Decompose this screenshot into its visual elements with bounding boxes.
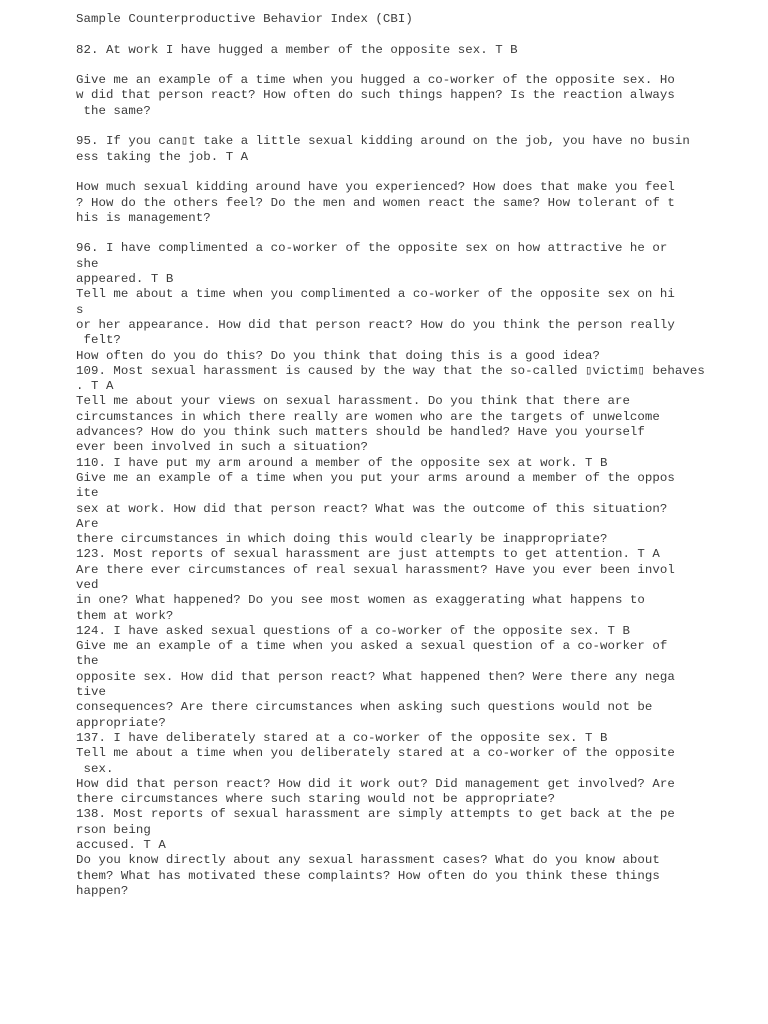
text-line: appropriate? <box>76 715 166 730</box>
text-line <box>76 119 756 134</box>
text-line: ess taking the job. T A <box>76 149 249 164</box>
text-line: happen? <box>76 883 129 898</box>
text-line: 95. If you can▯t take a little sexual kidding around on the job, you have no busin <box>76 134 690 149</box>
text-line: his is management? <box>76 210 211 225</box>
text-line: 109. Most sexual harassment is caused by the way that the so-called ▯victim▯ behaves <box>76 363 705 378</box>
document-title: Sample Counterproductive Behavior Index (CBI) <box>76 12 413 26</box>
text-line: 137. I have deliberately stared at a co-worker of the opposite sex. T B <box>76 730 608 745</box>
text-line: opposite sex. How did that person react? What happened then? Were there any nega <box>76 669 675 684</box>
text-line: appeared. T B <box>76 272 174 287</box>
text-line: 82. At work I have hugged a member of the opposite sex. T B <box>76 42 518 57</box>
text-line: ite <box>76 486 99 501</box>
text-line: Give me an example of a time when you hugged a co-worker of the opposite sex. Ho <box>76 73 675 88</box>
text-line: ? How do the others feel? Do the men and women react the same? How tolerant of t <box>76 195 675 210</box>
text-line <box>76 58 756 73</box>
text-line: w did that person react? How often do such things happen? Is the reaction always <box>76 88 675 103</box>
text-line: accused. T A <box>76 838 166 853</box>
text-line: or her appearance. How did that person react? How do you think the person really <box>76 317 675 332</box>
text-line: Do you know directly about any sexual harassment cases? What do you know about <box>76 853 660 868</box>
text-line: in one? What happened? Do you see most women as exaggerating what happens to <box>76 593 645 608</box>
text-line <box>76 27 756 42</box>
text-line: there circumstances where such staring would not be appropriate? <box>76 792 556 807</box>
text-line: How much sexual kidding around have you experienced? How does that make you feel <box>76 180 675 195</box>
text-line: advances? How do you think such matters should be handled? Have you yourself <box>76 425 645 440</box>
text-line: s <box>76 302 84 317</box>
text-line <box>76 226 756 241</box>
text-line: Give me an example of a time when you put your arms around a member of the oppos <box>76 470 675 485</box>
text-line: Give me an example of a time when you asked a sexual question of a co-worker of <box>76 639 668 654</box>
text-line: them at work? <box>76 608 174 623</box>
text-line: the same? <box>76 103 151 118</box>
text-line: there circumstances in which doing this would clearly be inappropriate? <box>76 532 608 547</box>
text-line: ever been involved in such a situation? <box>76 440 368 455</box>
text-line: 110. I have put my arm around a member of the opposite sex at work. T B <box>76 455 608 470</box>
text-line: rson being <box>76 822 151 837</box>
text-line: How often do you do this? Do you think that doing this is a good idea? <box>76 348 600 363</box>
text-line: Tell me about your views on sexual harassment. Do you think that there are <box>76 394 630 409</box>
text-line: 96. I have complimented a co-worker of the opposite sex on how attractive he or <box>76 241 668 256</box>
text-line: the <box>76 654 99 669</box>
text-line: 123. Most reports of sexual harassment are just attempts to get attention. T A <box>76 547 660 562</box>
text-line: 138. Most reports of sexual harassment are simply attempts to get back at the pe <box>76 807 675 822</box>
text-line: consequences? Are there circumstances when asking such questions would not be <box>76 700 653 715</box>
text-line: ved <box>76 577 99 592</box>
text-line: Tell me about a time when you complimented a co-worker of the opposite sex on hi <box>76 287 675 302</box>
text-line: . T A <box>76 379 114 394</box>
text-line: felt? <box>76 333 121 348</box>
text-line: Are there ever circumstances of real sexual harassment? Have you ever been invol <box>76 562 675 577</box>
text-line: How did that person react? How did it work out? Did management get involved? Are <box>76 776 675 791</box>
text-line: circumstances in which there really are women who are the targets of unwelcome <box>76 409 660 424</box>
text-line: sex at work. How did that person react? What was the outcome of this situation? <box>76 501 668 516</box>
text-line: 124. I have asked sexual questions of a co-worker of the opposite sex. T B <box>76 623 630 638</box>
text-line: them? What has motivated these complaints? How often do you think these things <box>76 868 660 883</box>
text-line: Tell me about a time when you deliberately stared at a co-worker of the opposite <box>76 746 675 761</box>
text-line: Are <box>76 516 99 531</box>
text-line <box>76 165 756 180</box>
document-page <box>76 12 756 899</box>
text-line: she <box>76 256 99 271</box>
text-line: sex. <box>76 761 114 776</box>
text-line: tive <box>76 685 106 700</box>
